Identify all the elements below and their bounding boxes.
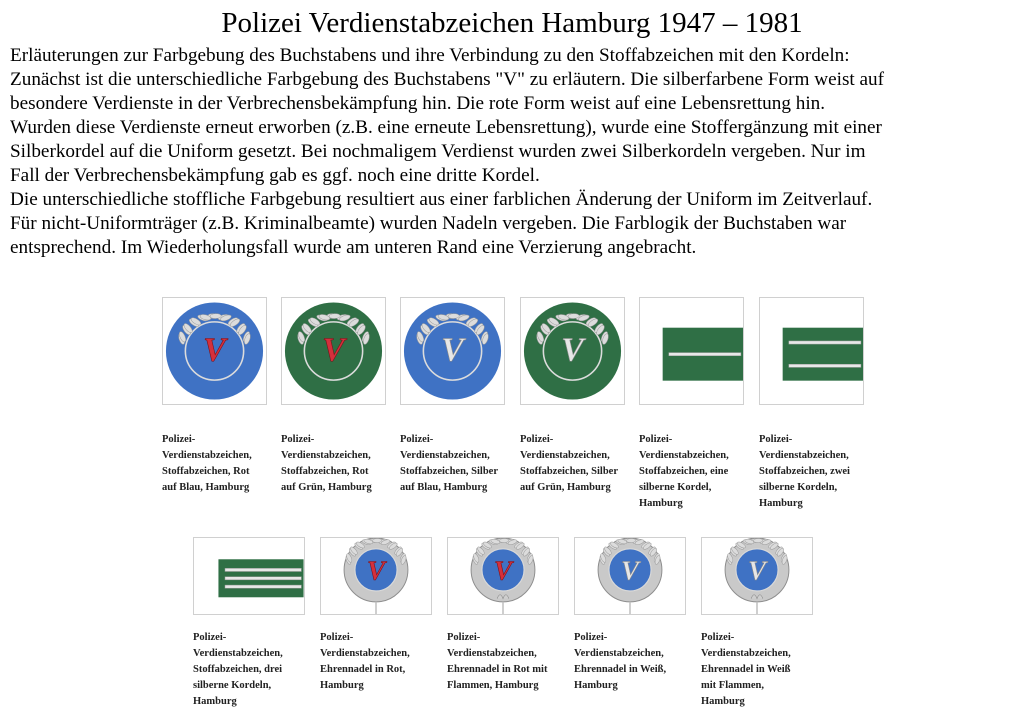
badge-caption: [193, 630, 311, 710]
pin-image: [574, 537, 686, 615]
caption-line: mit Flammen,: [701, 680, 764, 691]
caption-line: Hamburg: [574, 680, 618, 691]
caption-line: Polizei-: [281, 434, 315, 445]
caption-line: Hamburg: [639, 498, 683, 509]
cord-strip-image: [193, 537, 305, 615]
caption-line: Polizei-: [759, 434, 793, 445]
caption-line: Verdienstabzeichen,: [574, 648, 664, 659]
patch-round-image: [281, 297, 386, 405]
cord-strip-image: [639, 297, 744, 405]
caption-line: silberne Kordeln,: [759, 482, 838, 493]
caption-line: Flammen, Hamburg: [447, 680, 539, 691]
svg-text:V: V: [747, 555, 767, 586]
cord-strip-image: [759, 297, 864, 405]
svg-text:V: V: [322, 331, 345, 369]
intro-line: Wurden diese Verdienste erneut erworben (z.B. eine erneute Lebensrettung), wurde eine Stoffergänzung mit einer: [10, 117, 882, 138]
caption-line: Verdienstabzeichen,: [281, 450, 371, 461]
badge-caption: [400, 432, 518, 496]
svg-text:V: V: [366, 555, 386, 586]
intro-line: Für nicht-Uniformträger (z.B. Kriminalbeamte) wurden Nadeln vergeben. Die Farblogik der Buchstaben war: [10, 213, 847, 234]
caption-line: Polizei-: [701, 632, 735, 643]
caption-line: Stoffabzeichen, eine: [639, 466, 729, 477]
badge-caption: [639, 432, 757, 512]
caption-line: Verdienstabzeichen,: [520, 450, 610, 461]
caption-line: Hamburg: [701, 696, 745, 707]
caption-line: Stoffabzeichen, drei: [193, 664, 283, 675]
caption-line: Stoffabzeichen, Silber: [520, 466, 618, 477]
caption-line: auf Blau, Hamburg: [162, 482, 250, 493]
caption-line: silberne Kordel,: [639, 482, 712, 493]
badge-caption: [759, 432, 877, 512]
badge-caption: [281, 432, 399, 496]
caption-line: Ehrennadel in Rot mit: [447, 664, 548, 675]
caption-line: Verdienstabzeichen,: [193, 648, 283, 659]
intro-line: Silberkordel auf die Uniform gesetzt. Bei nochmaligem Verdienst wurden zwei Silberkordeln vergeben. Nur im: [10, 141, 866, 162]
badge-caption: [520, 432, 638, 496]
caption-line: auf Grün, Hamburg: [281, 482, 372, 493]
intro-line: Zunächst ist die unterschiedliche Farbgebung des Buchstabens "V" zu erläutern. Die silberfarbene Form weist auf: [10, 69, 885, 90]
svg-text:V: V: [441, 331, 464, 369]
caption-line: Polizei-: [400, 434, 434, 445]
caption-line: Verdienstabzeichen,: [162, 450, 252, 461]
caption-line: Polizei-: [520, 434, 554, 445]
caption-line: auf Grün, Hamburg: [520, 482, 611, 493]
intro-line: Fall der Verbrechensbekämpfung gab es ggf. noch eine dritte Kordel.: [10, 165, 540, 186]
patch-round-image: [162, 297, 267, 405]
badge-caption: [574, 630, 692, 694]
intro-line: Die unterschiedliche stoffliche Farbgebung resultiert aus einer farblichen Änderung der Uniform im Zeitverlauf.: [10, 189, 873, 210]
caption-line: Ehrennadel in Rot,: [320, 664, 406, 675]
caption-line: Stoffabzeichen, Rot: [281, 466, 369, 477]
pin-image: [320, 537, 432, 615]
intro-line: Erläuterungen zur Farbgebung des Buchstabens und ihre Verbindung zu den Stoffabzeichen mit den Kordeln:: [10, 45, 850, 66]
badge-caption: [447, 630, 565, 694]
caption-line: Polizei-: [320, 632, 354, 643]
page-title: Polizei Verdienstabzeichen Hamburg 1947 – 1981: [221, 7, 803, 39]
intro-line: entsprechend. Im Wiederholungsfall wurde am unteren Rand eine Verzierung angebracht.: [10, 237, 697, 258]
caption-line: Verdienstabzeichen,: [320, 648, 410, 659]
intro-line: besondere Verdienste in der Verbrechensbekämpfung hin. Die rote Form weist auf eine Lebensrettung hin.: [10, 93, 826, 114]
caption-line: Polizei-: [639, 434, 673, 445]
svg-text:V: V: [620, 555, 640, 586]
caption-line: Hamburg: [759, 498, 803, 509]
caption-line: silberne Kordeln,: [193, 680, 272, 691]
caption-line: Verdienstabzeichen,: [701, 648, 791, 659]
caption-line: Polizei-: [162, 434, 196, 445]
svg-text:V: V: [493, 555, 513, 586]
pin-image: [701, 537, 813, 615]
badge-caption: [320, 630, 438, 694]
caption-line: Polizei-: [574, 632, 608, 643]
caption-line: Ehrennadel in Weiß,: [574, 664, 667, 675]
patch-round-image: [520, 297, 625, 405]
patch-round-image: [400, 297, 505, 405]
caption-line: Verdienstabzeichen,: [447, 648, 537, 659]
pin-image: [447, 537, 559, 615]
caption-line: Polizei-: [447, 632, 481, 643]
caption-line: Hamburg: [193, 696, 237, 707]
svg-text:V: V: [561, 331, 584, 369]
caption-line: Polizei-: [193, 632, 227, 643]
caption-line: Stoffabzeichen, Rot: [162, 466, 250, 477]
caption-line: auf Blau, Hamburg: [400, 482, 488, 493]
badge-caption: [162, 432, 280, 496]
caption-line: Stoffabzeichen, Silber: [400, 466, 498, 477]
badge-caption: [701, 630, 819, 710]
caption-line: Ehrennadel in Weiß: [701, 664, 791, 675]
svg-text:V: V: [203, 331, 226, 369]
caption-line: Hamburg: [320, 680, 364, 691]
caption-line: Stoffabzeichen, zwei: [759, 466, 850, 477]
caption-line: Verdienstabzeichen,: [400, 450, 490, 461]
caption-line: Verdienstabzeichen,: [639, 450, 729, 461]
caption-line: Verdienstabzeichen,: [759, 450, 849, 461]
intro-text: [10, 44, 1020, 260]
